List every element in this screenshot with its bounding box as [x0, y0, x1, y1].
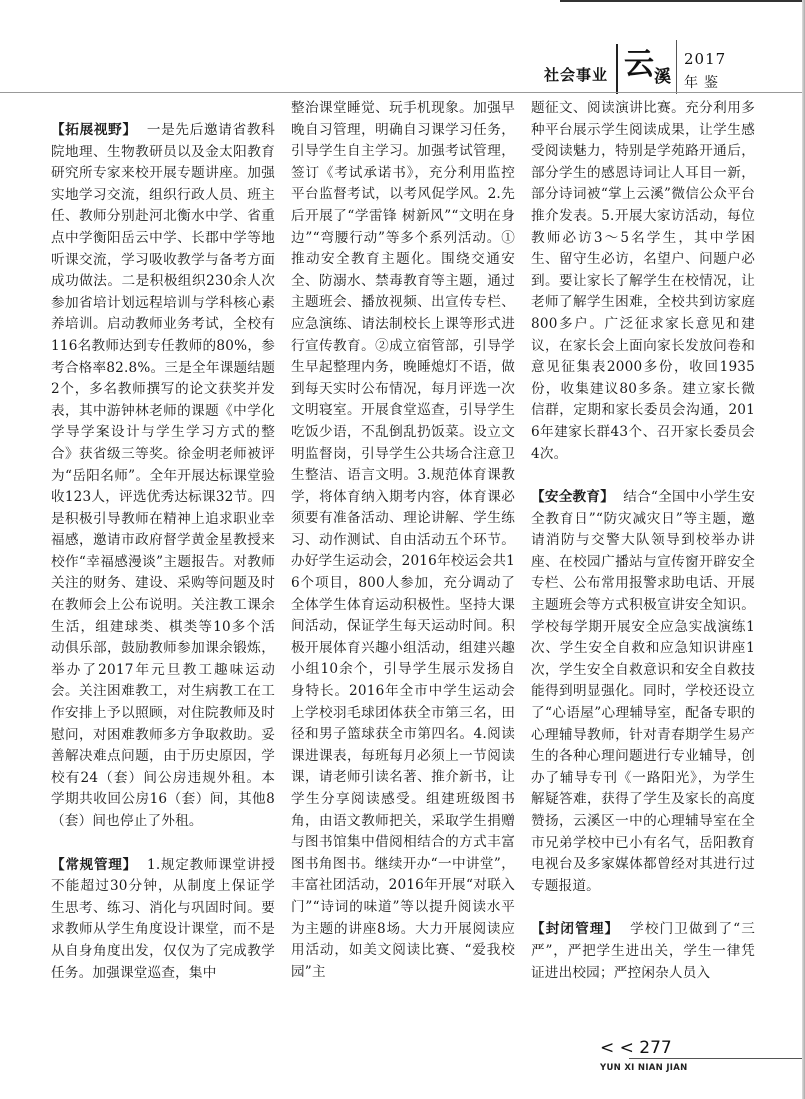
header-top-rule [560, 0, 805, 2]
page-footer [555, 1038, 805, 1099]
column-1 [51, 98, 275, 984]
paragraph-text: 一是先后邀请省教科院地理、生物教研员以及金太阳教育研究所专家来校开展专题讲座。加强实地学习交流，组织行政人员、班主任、教师分别赴河北衡水中学、省重点中学衡阳岳云中学、长郡中学等地听课交流，学习吸收教学与备考方面成功做法。二是积极组织230余人次参加省培计划远程培训与学科核心素养培训。启动教师业务考试，全校有116名教师达到专任教师的80%，参考合格率82.8%。三是全年课题结题2个，多名教师撰写的论文获奖并发表，其中游钟林老师的课题《中学化学导学案设计与学生学习方式的整合》获省级三等奖。徐金明老师被评为“岳阳名师”。全年开展达标课堂验收123人，评选优秀达标课32节。四是积极引导教师在精神上追求职业幸福感，邀请市政府督学黄金星教授来校作“幸福感漫谈”主题报告。对教师关注的财务、建设、采购等问题及时在教师会上公布说明。关注教工课余生活，组建球类、棋类等10多个活动俱乐部，鼓励教师参加课余锻炼，举办了2017年元旦教工趣味运动会。关注困难教工，对生病教工在工作安排上予以照顾，对住院教师及时慰问，对困难教师多方争取救助。妥善解决难点问题，由于历史原因，学校有24（套）间公房违规外租。本学期共收回公房16（套）间，其他8（套）间也停止了外租。 [51, 122, 275, 829]
yearbook-year: 2017 [684, 50, 727, 68]
section-title: 社会事业 [544, 66, 609, 84]
header-divider [616, 44, 618, 94]
section-tag: 【安全教育】 [531, 489, 615, 506]
paragraph-closed-management [531, 919, 755, 984]
column-2 [291, 98, 515, 983]
paragraph-text: 1.规定教师课堂讲授不能超过30分钟，从制度上保证学生思考、练习、消化与巩固时间。要求教师从学生角度设计课堂，而不是从自身角度出发，仅仅为了完成教学任务。加强课堂巡查，集中 [51, 856, 275, 981]
paragraph-routine-management [51, 855, 275, 985]
paragraph-text: 结合“全国中小学生安全教育日”“防灾减灾日”等主题，邀请消防与交警大队领导到校举办讲座、在校园广播站与宣传窗开辟安全专栏、公布常用报警求助电话、开展主题班会等方式积极宣讲安全知识。学校每学期开展安全应急实战演练1次、学生安全自救和应急知识讲座1次，学生安全自救意识和安全自救技能得到明显强化。同时，学校还设立了“心语屋”心理辅导室，配备专职的心理辅导教师，针对青春期学生易产生的各种心理问题进行专业辅导，创办了辅导专刊《一路阳光》，为学生解疑答难，获得了学生及家长的高度赞扬，云溪区一中的心理辅导室在全市兄弟学校中已小有名气，岳阳教育电视台及多家媒体都曾经对其进行过专题报道。 [531, 489, 755, 894]
header-divider-2 [676, 40, 677, 94]
section-tag: 【拓展视野】 [51, 122, 137, 138]
section-tag: 【常规管理】 [51, 856, 137, 873]
yunxi-logo-sub: 溪 [654, 67, 671, 87]
yearbook-label: 年鉴 [684, 75, 724, 91]
yunxi-logo-main: 云 [624, 47, 654, 82]
paragraph-text: 题征文、阅读演讲比赛。充分利用多种平台展示学生阅读成果，让学生感受阅读魅力，特别是学苑路开通后，部分学生的感恩诗词让人耳目一新，部分诗词被“掌上云溪”微信公众平台推介发表。5.开展大家访活动，每位教师必访3～5名学生，其中学困生、留守生必访，名望户、问题户必到。要让家长了解学生在校情况，让老师了解学生困难，全校共到访家庭800多户。广泛征求家长意见和建议，在家长会上面向家长发放问卷和意见征集表2000多份，收回1935份，收集建议80多条。建立家长微信群，定期和家长委员会沟通，2016年建家长群43个、召开家长委员会4次。 [531, 100, 755, 462]
page-header [0, 0, 805, 95]
paragraph-text: 学校门卫做到了“三严”，严把学生进出关，学生一律凭证进出校园；严控闲杂人员入 [531, 921, 756, 981]
column-3 [531, 98, 755, 984]
paragraph-continued [531, 98, 755, 465]
paragraph-safety-education [531, 487, 755, 897]
page-number: < < 277 [600, 1038, 672, 1058]
paragraph-expand-horizon [51, 120, 275, 833]
article-body [51, 98, 755, 1038]
yearbook-pinyin: YUN XI NIAN JIAN [600, 1063, 688, 1073]
footer-rule [629, 1058, 805, 1059]
section-tag: 【封闭管理】 [531, 921, 620, 938]
header-bottom-rule [0, 92, 805, 93]
paragraph-continued: 整治课堂睡觉、玩手机现象。加强早晚自习管理，明确自习课学习任务，引导学生自主学习。加强考试管理，签订《考试承诺书》，充分利用监控平台监督考试，以考风促学风。2.先后开展了“学雷锋 树新风”“文明在身边”“弯腰行动”等多个系列活动。①推动安全教育主题化。围绕交通安全、防溺水、禁毒教育等主题，通过主题班会、播放视频、出宣传专栏、应急演练、请法制校长上课等形式进行宣传教育。②成立宿管部，引导学生早起整理内务，晚睡熄灯不语，做到每天实时公布情况，每月评选一次文明寝室。开展食堂巡查，引导学生吃饭少语，不乱倒乱扔饭菜。设立文明监督岗，引导学生公共场合注意卫生整洁、语言文明。3.规范体育课教学，将体育纳入期考内容，体育课必须要有准备活动、理论讲解、学生练习、动作测试、自由活动五个环节。办好学生运动会，2016年校运会共16个项目，800人参加，充分调动了全体学生体育运动积极性。坚持大课间活动，保证学生每天运动时间。积极开展体育兴趣小组活动，组建兴趣小组10余个，引导学生展示发扬自身特长。2016年全市中学生运动会上学校羽毛球团体获全市第三名，田径和男子篮球获全市第四名。4.阅读课进课表，每班每月必须上一节阅读课，请老师引读名著、推介新书，让学生分享阅读感受。组建班级图书角，由语文教师把关，采取学生捐赠与图书馆集中借阅相结合的方式丰富图书角图书。继续开办“一中讲堂”，丰富社团活动，2016年开展“对联入门”“诗词的味道”等以提升阅读水平为主题的讲座8场。大力开展阅读应用活动，如美文阅读比赛、“爱我校园”主 [291, 100, 515, 980]
